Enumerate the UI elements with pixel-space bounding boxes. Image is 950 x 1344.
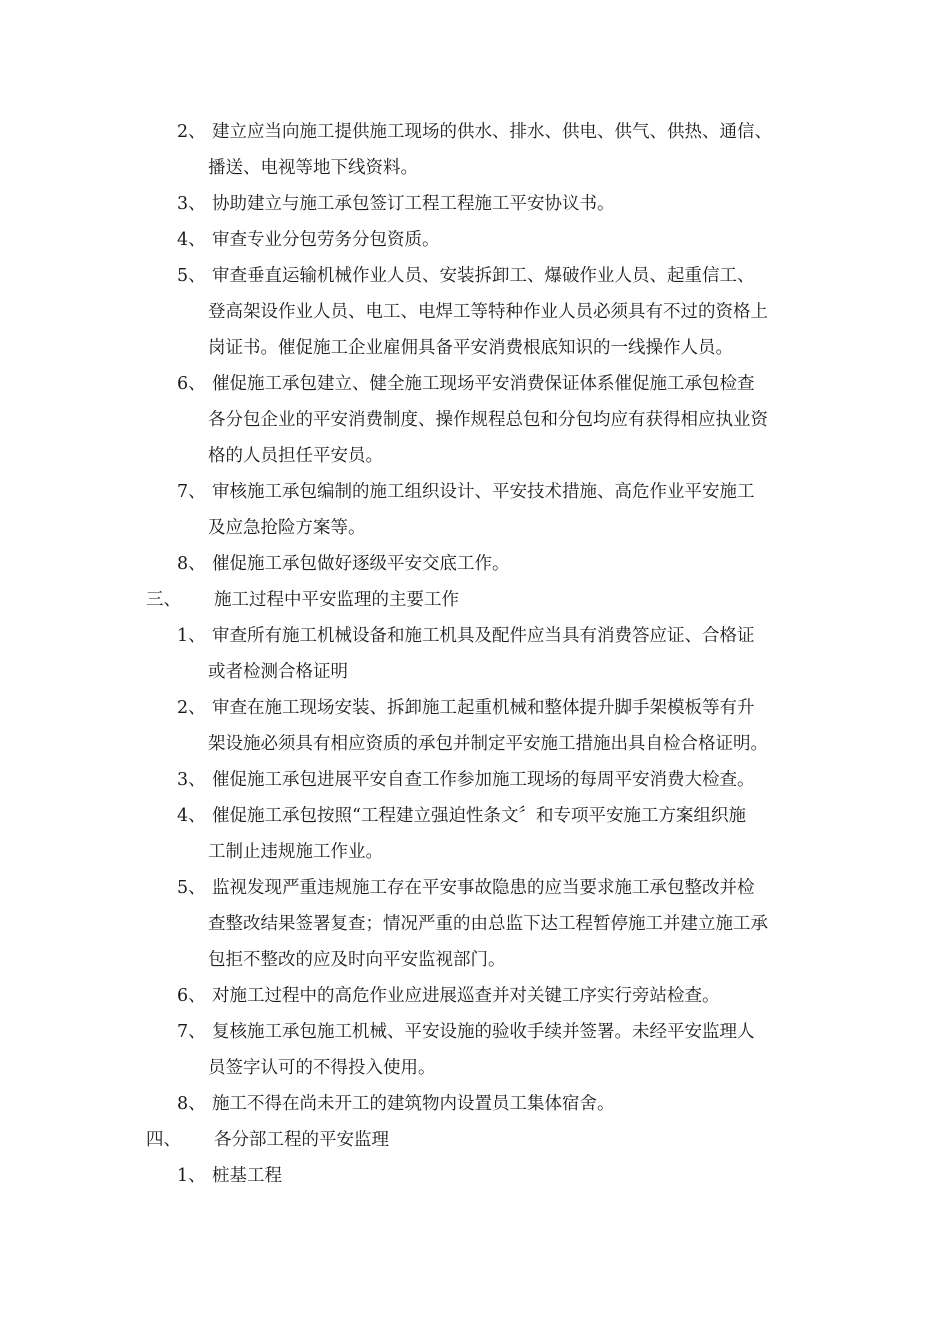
- text-line: 工制止违规施工作业。: [208, 842, 383, 862]
- text-line: 施工不得在尚未开工的建筑物内设置员工集体宿舍。: [212, 1094, 615, 1114]
- text-line: 或者检测合格证明: [208, 662, 348, 682]
- text-line: 各分部工程的平安监理: [214, 1130, 389, 1150]
- item-number: 7、: [177, 482, 206, 502]
- item-number: 7、: [177, 1022, 206, 1042]
- list-item: [0, 1014, 950, 1086]
- text-line: 协助建立与施工承包签订工程工程施工平安协议书。: [212, 194, 615, 214]
- item-text: [208, 186, 950, 222]
- section-heading: [0, 582, 950, 618]
- item-text: [208, 1158, 950, 1194]
- text-line: 查整改结果签署复查；情况严重的由总监下达工程暂停施工并建立施工承: [208, 914, 768, 934]
- text-line: 审查在施工现场安装、拆卸施工起重机械和整体提升脚手架模板等有升: [212, 698, 755, 718]
- list-item: [0, 366, 950, 474]
- text-line: 播送、电视等地下线资料。: [208, 158, 418, 178]
- section-heading: [0, 1122, 950, 1158]
- item-text: [208, 114, 950, 186]
- text-line: 催促施工承包进展平安自查工作参加施工现场的每周平安消费大检查。: [212, 770, 755, 790]
- item-number: 6、: [177, 986, 206, 1006]
- document-body: [0, 114, 950, 1194]
- item-number: 3、: [177, 194, 206, 214]
- list-item: [0, 618, 950, 690]
- list-item: [0, 1158, 950, 1194]
- text-line: 建立应当向施工提供施工现场的供水、排水、供电、供气、供热、通信、: [212, 122, 772, 142]
- item-number: 4、: [177, 806, 206, 826]
- text-line: 催促施工承包建立、健全施工现场平安消费保证体系催促施工承包检查: [212, 374, 755, 394]
- item-number: 4、: [177, 230, 206, 250]
- list-item: [0, 546, 950, 582]
- text-line: 及应急抢险方案等。: [208, 518, 366, 538]
- text-line: 催促施工承包做好逐级平安交底工作。: [212, 554, 510, 574]
- item-number: 1、: [177, 1166, 206, 1186]
- text-line: 审查专业分包劳务分包资质。: [212, 230, 440, 250]
- item-number: 三、: [146, 590, 181, 610]
- item-text: [208, 222, 950, 258]
- item-text: [208, 870, 950, 978]
- text-line: 员签字认可的不得投入使用。: [208, 1058, 436, 1078]
- item-text: [208, 690, 950, 762]
- text-line: 审核施工承包编制的施工组织设计、平安技术措施、高危作业平安施工: [212, 482, 755, 502]
- item-text: [208, 258, 950, 366]
- list-item: [0, 690, 950, 762]
- item-number: 2、: [177, 698, 206, 718]
- item-text: [208, 366, 950, 474]
- item-text: [208, 546, 950, 582]
- item-text: [214, 1122, 950, 1158]
- list-item: [0, 762, 950, 798]
- item-text: [208, 474, 950, 546]
- list-item: [0, 978, 950, 1014]
- text-line: 对施工过程中的高危作业应进展巡查并对关键工序实行旁站检查。: [212, 986, 720, 1006]
- list-item: [0, 222, 950, 258]
- text-line: 格的人员担任平安员。: [208, 446, 383, 466]
- item-number: 5、: [177, 878, 206, 898]
- item-number: 5、: [177, 266, 206, 286]
- item-number: 8、: [177, 1094, 206, 1114]
- item-text: [208, 1086, 950, 1122]
- item-number: 四、: [146, 1130, 181, 1150]
- list-item: [0, 1086, 950, 1122]
- text-line: 复核施工承包施工机械、平安设施的验收手续并签署。未经平安监理人: [212, 1022, 755, 1042]
- text-line: 各分包企业的平安消费制度、操作规程总包和分包均应有获得相应执业资: [208, 410, 768, 430]
- item-text: [208, 978, 950, 1014]
- text-line: 审查所有施工机械设备和施工机具及配件应当具有消费答应证、合格证: [212, 626, 755, 646]
- list-item: [0, 258, 950, 366]
- text-line: 监视发现严重违规施工存在平安事故隐患的应当要求施工承包整改并检: [212, 878, 755, 898]
- text-line: 岗证书。催促施工企业雇佣具备平安消费根底知识的一线操作人员。: [208, 338, 733, 358]
- text-line: 包拒不整改的应及时向平安监视部门。: [208, 950, 506, 970]
- item-text: [208, 798, 950, 870]
- text-line: 登高架设作业人员、电工、电焊工等特种作业人员必须具有不过的资格上: [208, 302, 768, 322]
- item-text: [208, 1014, 950, 1086]
- text-line: 审查垂直运输机械作业人员、安装拆卸工、爆破作业人员、起重信工、: [212, 266, 755, 286]
- list-item: [0, 186, 950, 222]
- item-number: 1、: [177, 626, 206, 646]
- item-number: 3、: [177, 770, 206, 790]
- item-number: 6、: [177, 374, 206, 394]
- item-number: 2、: [177, 122, 206, 142]
- list-item: [0, 474, 950, 546]
- text-line: 施工过程中平安监理的主要工作: [214, 590, 459, 610]
- list-item: [0, 870, 950, 978]
- text-line: 催促施工承包按照“工程建立强迫性条文〞和专项平安施工方案组织施: [212, 806, 746, 826]
- text-line: 架设施必须具有相应资质的承包并制定平安施工措施出具自检合格证明。: [208, 734, 768, 754]
- text-line: 桩基工程: [212, 1166, 282, 1186]
- list-item: [0, 114, 950, 186]
- item-number: 8、: [177, 554, 206, 574]
- list-item: [0, 798, 950, 870]
- item-text: [214, 582, 950, 618]
- item-text: [208, 618, 950, 690]
- item-text: [208, 762, 950, 798]
